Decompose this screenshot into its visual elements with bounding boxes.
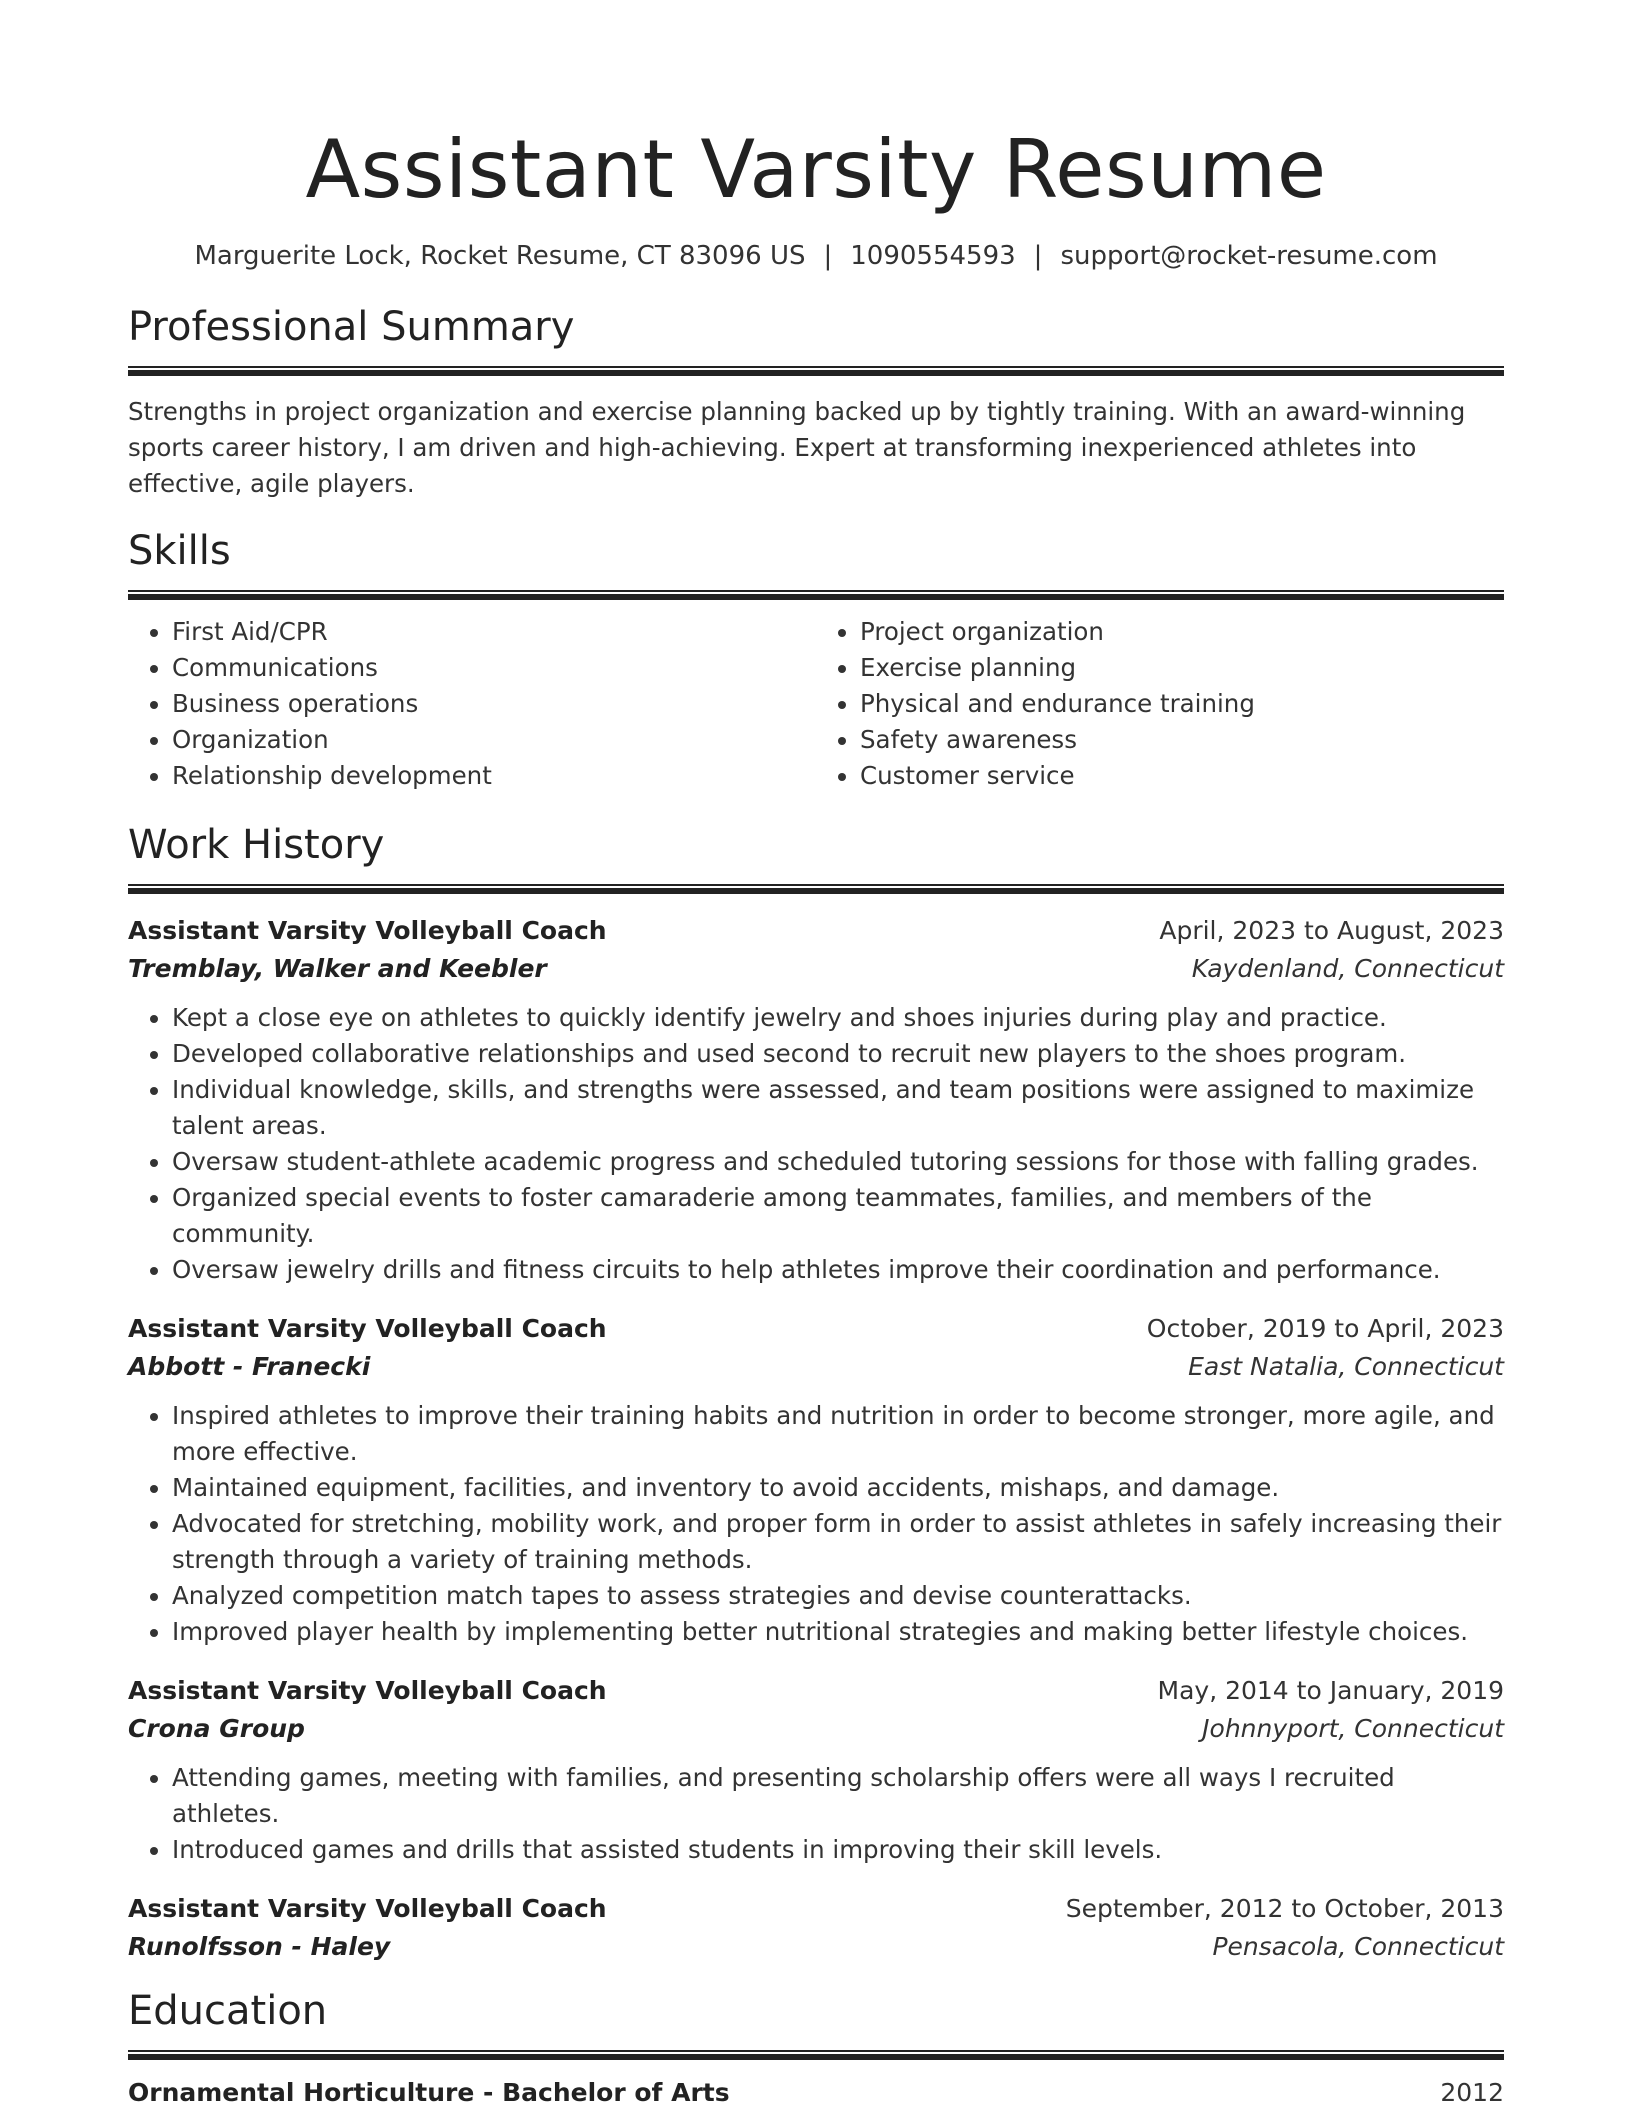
- section-divider: [128, 2050, 1504, 2060]
- skill-item: • Exercise planning: [860, 650, 1504, 686]
- job-dates: May, 2014 to January, 2019: [1157, 1676, 1504, 1705]
- job-dates: October, 2019 to April, 2023: [1146, 1314, 1504, 1343]
- job-bullet: • Organized special events to foster camaraderie among teammates, families, and members of the community.: [172, 1180, 1504, 1252]
- education-section: [128, 1986, 1504, 2112]
- job-bullet: • Attending games, meeting with families, and presenting scholarship offers were all ways I recruited athletes.: [172, 1760, 1504, 1832]
- job-bullet: • Introduced games and drills that assisted students in improving their skill levels.: [172, 1832, 1504, 1868]
- work-section: [128, 820, 1504, 1966]
- job-bullets: [128, 1000, 1504, 1288]
- skill-item: • Relationship development: [172, 758, 816, 794]
- job-dates: September, 2012 to October, 2013: [1065, 1894, 1504, 1923]
- job-bullet: • Developed collaborative relationships and used second to recruit new players to the shoes program.: [172, 1036, 1504, 1072]
- skills-heading: Skills: [128, 528, 231, 574]
- summary-text: Strengths in project organization and exercise planning backed up by tightly training. With an award-winning sports career history, I am driven and high-achieving. Expert at transforming inexperienced athletes into effective, agile players.: [128, 397, 1466, 498]
- job-location: East Natalia, Connecticut: [1188, 1352, 1504, 1381]
- contact-phone: 1090554593: [850, 241, 1016, 271]
- job-location: Pensacola, Connecticut: [1212, 1932, 1504, 1961]
- skills-grid: [128, 614, 1504, 794]
- skill-item: • Physical and endurance training: [860, 686, 1504, 722]
- job-bullet: • Oversaw student-athlete academic progress and scheduled tutoring sessions for those with falling grades.: [172, 1144, 1504, 1180]
- section-divider: [128, 590, 1504, 600]
- job-location: Kaydenland, Connecticut: [1191, 954, 1504, 983]
- job-entry: [128, 1890, 1504, 1966]
- job-bullet: • Inspired athletes to improve their training habits and nutrition in order to become stronger, more agile, and more effective.: [172, 1398, 1504, 1470]
- job-bullet: • Improved player health by implementing better nutritional strategies and making better lifestyle choices.: [172, 1614, 1504, 1650]
- job-company: Tremblay, Walker and Keebler: [128, 954, 547, 983]
- education-degree: Ornamental Horticulture - Bachelor of Arts: [128, 2078, 730, 2107]
- resume-title: Assistant Varsity Resume: [305, 123, 1327, 216]
- job-bullet: • Analyzed competition match tapes to assess strategies and devise counterattacks.: [172, 1578, 1504, 1614]
- contact-separator: |: [823, 241, 833, 271]
- skill-item: • Safety awareness: [860, 722, 1504, 758]
- job-company: Abbott - Franecki: [128, 1352, 371, 1381]
- job-company: Runolfsson - Haley: [128, 1932, 391, 1961]
- education-heading: Education: [128, 1988, 328, 2034]
- skills-list-left: [128, 614, 816, 794]
- job-bullet: • Individual knowledge, skills, and strengths were assessed, and team positions were assigned to maximize talent areas.: [172, 1072, 1504, 1144]
- summary-heading: Professional Summary: [128, 304, 575, 350]
- job-bullets: [128, 1398, 1504, 1650]
- section-divider: [128, 366, 1504, 376]
- summary-section: [128, 302, 1504, 502]
- section-divider: [128, 884, 1504, 894]
- skill-item: • Business operations: [172, 686, 816, 722]
- work-heading: Work History: [128, 822, 385, 868]
- job-bullet: • Kept a close eye on athletes to quickly identify jewelry and shoes injuries during play and practice.: [172, 1000, 1504, 1036]
- job-bullet: • Maintained equipment, facilities, and inventory to avoid accidents, mishaps, and damage.: [172, 1470, 1504, 1506]
- resume-page: [128, 0, 1504, 2112]
- job-company: Crona Group: [128, 1714, 305, 1743]
- job-title: Assistant Varsity Volleyball Coach: [128, 1894, 607, 1923]
- skill-item: • First Aid/CPR: [172, 614, 816, 650]
- job-entry: [128, 1310, 1504, 1650]
- job-dates: April, 2023 to August, 2023: [1159, 916, 1504, 945]
- skill-item: • Organization: [172, 722, 816, 758]
- contact-line: [128, 238, 1504, 274]
- job-location: Johnnyport, Connecticut: [1202, 1714, 1504, 1743]
- skill-item: • Project organization: [860, 614, 1504, 650]
- skills-list-right: [816, 614, 1504, 794]
- skill-item: • Customer service: [860, 758, 1504, 794]
- job-entry: [128, 912, 1504, 1288]
- contact-email: support@rocket-resume.com: [1060, 241, 1438, 271]
- job-entry: [128, 1672, 1504, 1868]
- contact-separator: |: [1033, 241, 1043, 271]
- job-title: Assistant Varsity Volleyball Coach: [128, 916, 607, 945]
- job-bullet: • Oversaw jewelry drills and fitness circuits to help athletes improve their coordination and performance.: [172, 1252, 1504, 1288]
- skills-section: [128, 526, 1504, 794]
- job-bullet: • Advocated for stretching, mobility work, and proper form in order to assist athletes in safely increasing their strength through a variety of training methods.: [172, 1506, 1504, 1578]
- education-year: 2012: [1440, 2078, 1504, 2107]
- job-title: Assistant Varsity Volleyball Coach: [128, 1314, 607, 1343]
- skill-item: • Communications: [172, 650, 816, 686]
- contact-address: Marguerite Lock, Rocket Resume, CT 83096 US: [194, 241, 806, 271]
- job-bullets: [128, 1760, 1504, 1868]
- job-title: Assistant Varsity Volleyball Coach: [128, 1676, 607, 1705]
- education-entry: [128, 2074, 1504, 2112]
